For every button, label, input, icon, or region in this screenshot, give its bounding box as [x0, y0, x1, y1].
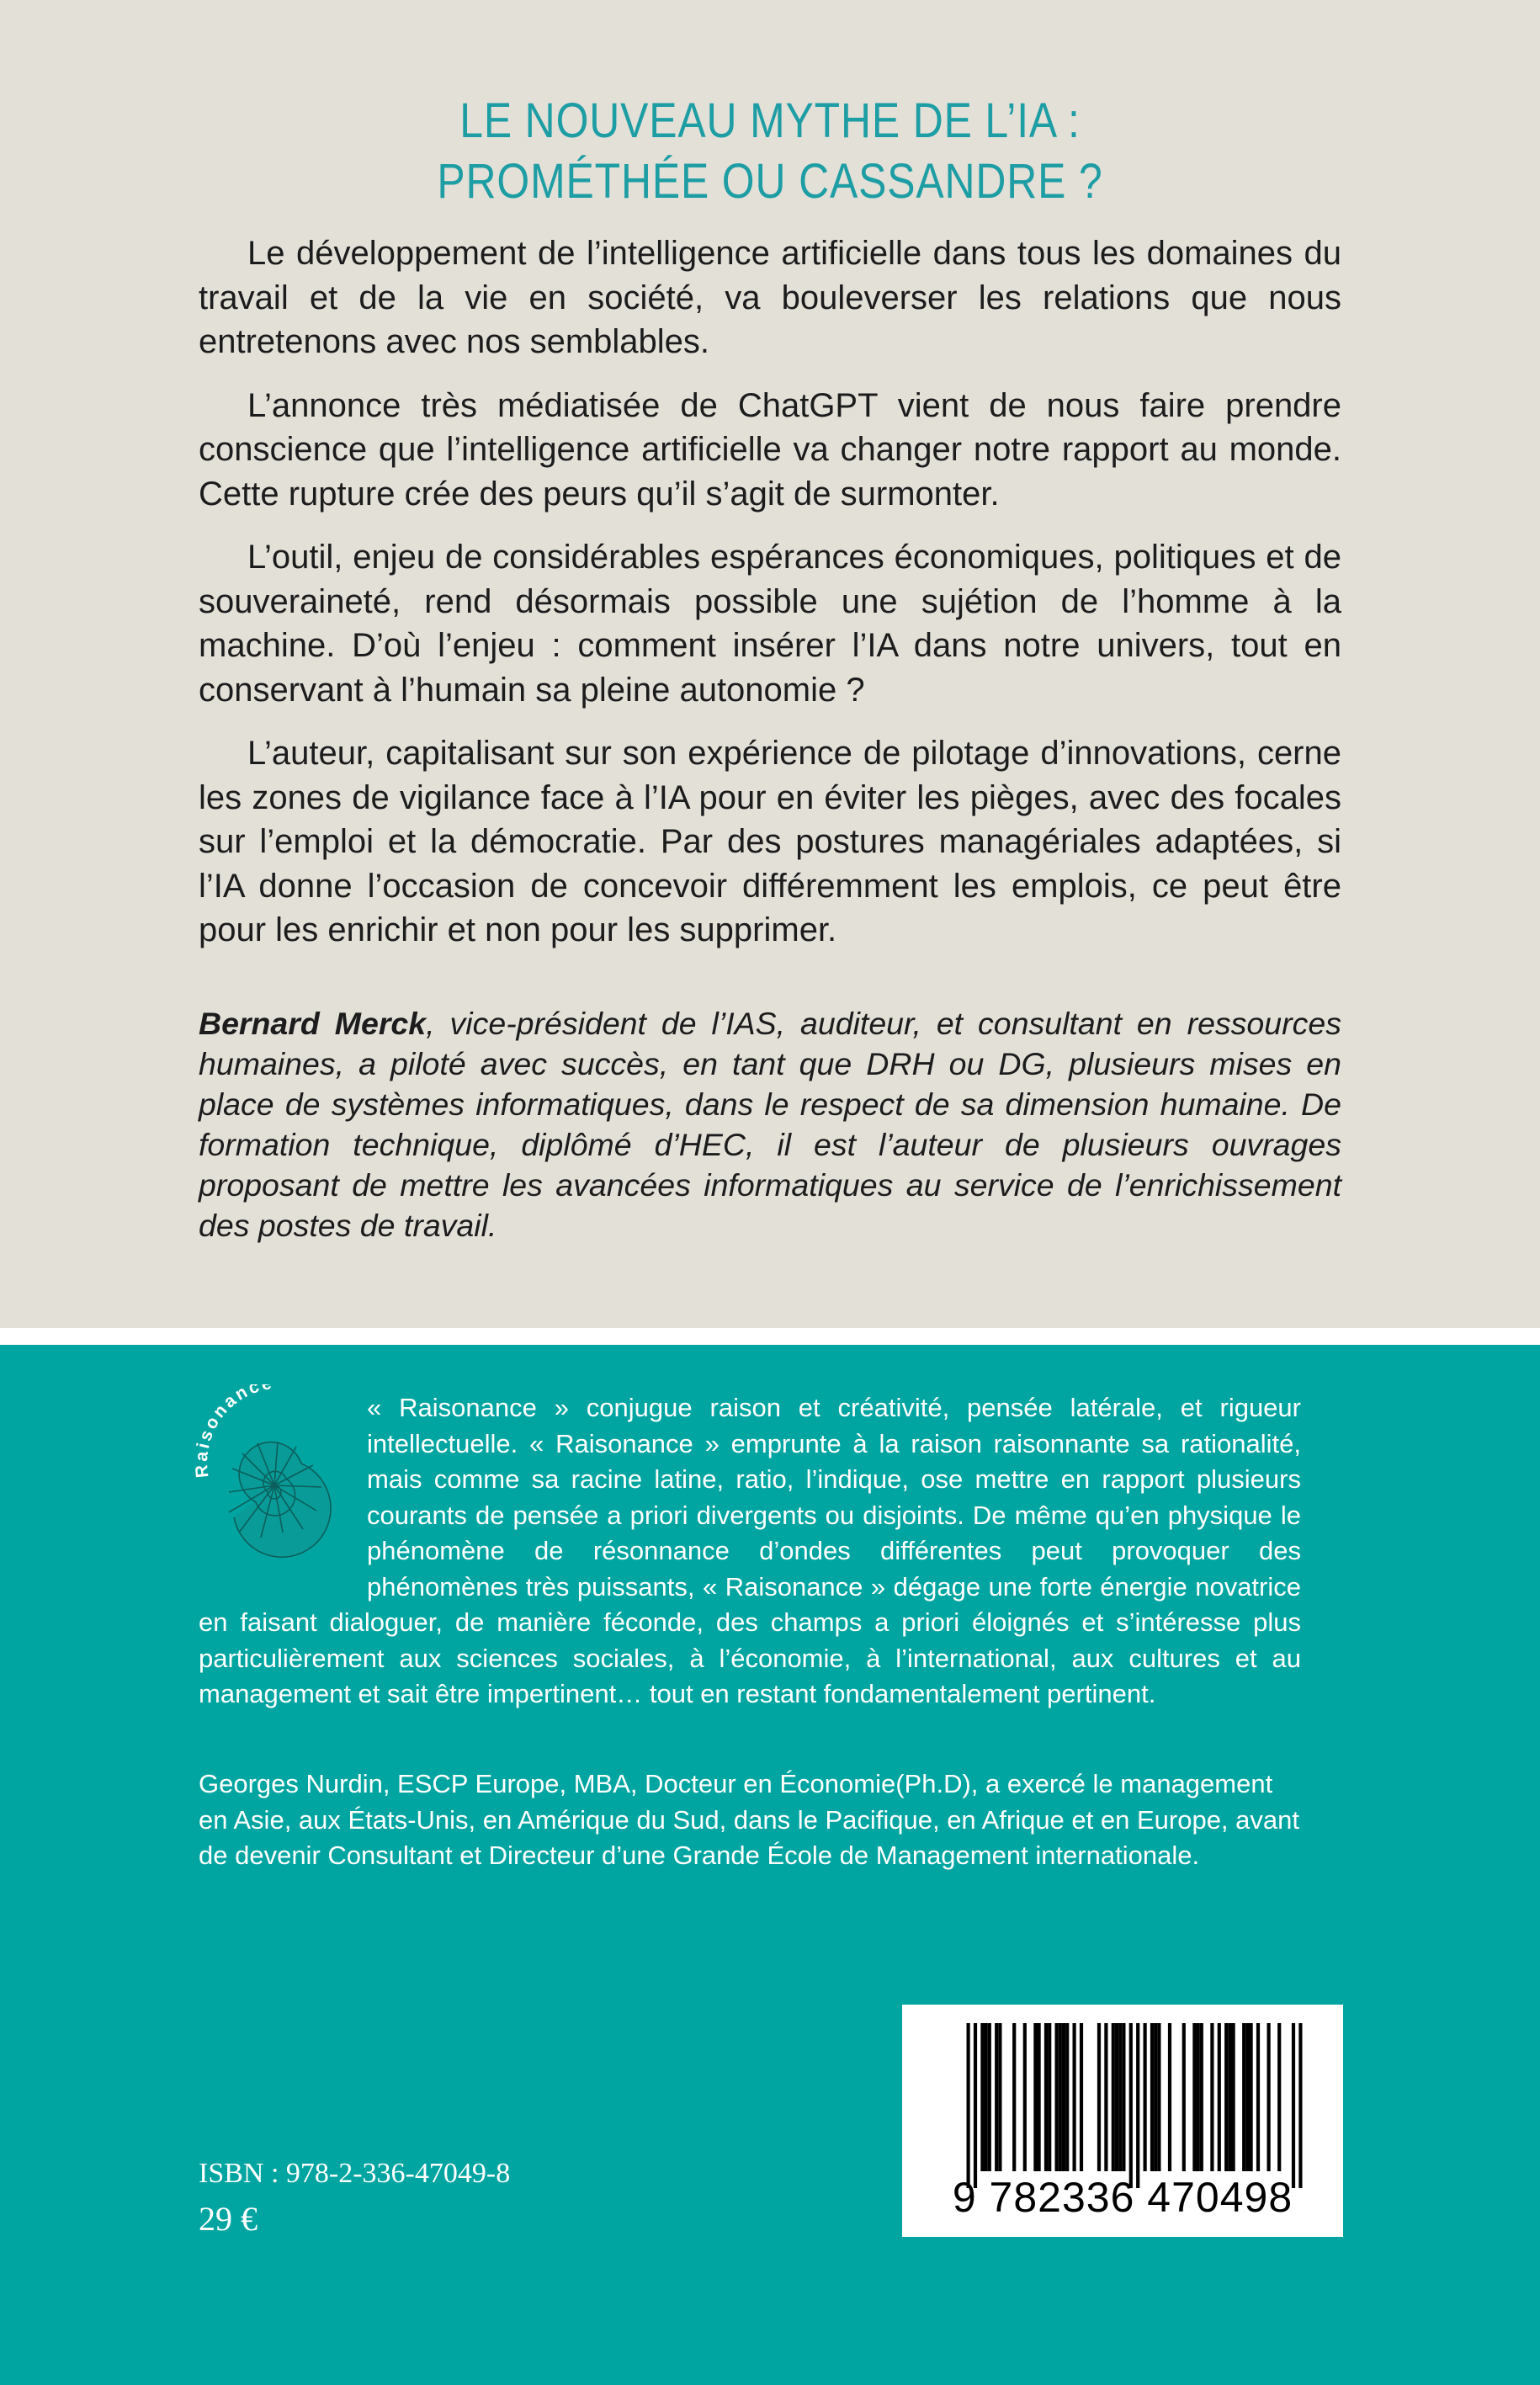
author-description: , vice-président de l’IAS, auditeur, et consultant en ressources humaines, a piloté avec succès, en tant que DRH ou DG, plusieurs mises en place de systèmes informatiques, dans le respect de sa dimension humaine. De formation technique, diplômé d’HEC, il est l’auteur de plusieurs ouvrages proposant de mettre les avancées informatiques au service de l’enrichissement des postes de travail. — [199, 1006, 1341, 1243]
price: 29 € — [199, 2200, 258, 2238]
barcode-bar — [1182, 2023, 1186, 2171]
barcode-bar — [1073, 2023, 1076, 2171]
barcode-bar — [1033, 2023, 1037, 2171]
barcode-bar — [985, 2023, 988, 2171]
blurb-paragraph: Le développement de l’intelligence artificielle dans tous les domaines du travail et de la vie en société, va bouleverser les relations que nous entretenons avec nos semblables. — [199, 235, 1341, 360]
barcode-bar — [1250, 2023, 1253, 2171]
barcode-digits: 9 782336 470498 — [952, 2174, 1293, 2221]
panel-divider — [0, 1328, 1540, 1345]
barcode-bar — [1154, 2023, 1157, 2171]
barcode-bar — [1256, 2023, 1260, 2171]
barcode-bar — [995, 2023, 998, 2171]
series-description-text: « Raisonance » conjugue raison et créativité, pensée latérale, et rigueur intellectuelle. « Raisonance » emprunte à la raison raisonnante sa rationalité, mais comme sa racine latine, ratio, l’indique, ose mettre en rapport plusieurs courants de pensée a priori divergents ou disjoints. De même qu’en physique le phénomène de résonnance d’ondes différentes peut provoquer des phénomènes très puissants, « Raisonance » dégage une forte énergie novatrice en faisant dialoguer, de manière féconde, des champs a priori éloignés et s’intéresse plus particulièrement aux sciences sociales, à l’économie, à l’international, aux cultures et au management et sait être impertinent… tout en restant fondamentalement pertinent. — [199, 1393, 1301, 1708]
title-line-1: LE NOUVEAU MYTHE DE L’IA : — [459, 93, 1081, 148]
barcode-bar — [1218, 2023, 1221, 2171]
barcode-bar — [1277, 2023, 1281, 2171]
barcode-bar — [980, 2023, 984, 2171]
barcode-bar — [1118, 2023, 1122, 2171]
barcode-bar — [1055, 2023, 1059, 2171]
barcode-bar — [1112, 2023, 1115, 2171]
barcode-bar — [1210, 2023, 1213, 2171]
blurb-paragraph: L’auteur, capitalisant sur son expérience de pilotage d’innovations, cerne les zones de vigilance face à l’IA pour en éviter les pièges, avec des focales sur l’emploi et la démocratie. Par des postures managériales adaptées, si l’IA donne l’occasion de concevoir différemment les emplois, ce peut être pour les enrichir et non pour les supprimer. — [199, 735, 1341, 948]
barcode-bar — [1129, 2023, 1133, 2188]
barcode-bar — [1232, 2023, 1235, 2171]
series-description — [199, 1390, 1301, 1713]
logo-text: Raisonanc — [191, 1384, 264, 1479]
blurb-paragraph: L’outil, enjeu de considérables espérances économiques, politiques et de souveraineté, rend désormais possible une sujétion de l’homme à la machine. D’où l’enjeu : comment insérer l’IA dans notre univers, tout en conservant à l’humain sa pleine autonomie ? — [199, 539, 1341, 709]
barcode-bar — [1048, 2023, 1051, 2171]
blurb-paragraph: L’annonce très médiatisée de ChatGPT vient de nous faire prendre conscience que l’intelligence artificielle va changer notre rapport au monde. Cette rupture crée des peurs qu’il s’agit de surmonter. — [199, 386, 1341, 513]
barcode-bar — [1080, 2023, 1083, 2171]
barcode-bar — [1192, 2023, 1196, 2171]
barcode-bar — [1224, 2023, 1228, 2171]
barcode-bar — [974, 2023, 977, 2188]
barcode-bar — [1044, 2023, 1048, 2171]
barcode-bar — [1157, 2023, 1160, 2171]
barcode-bar — [1228, 2023, 1231, 2171]
barcode-bar — [1122, 2023, 1125, 2171]
barcode-bar — [1136, 2023, 1139, 2188]
barcode-bar — [988, 2023, 991, 2171]
author-bio — [199, 1003, 1341, 1246]
barcode — [902, 2005, 1343, 2237]
isbn: ISBN : 978-2-336-47049-8 — [199, 2158, 511, 2189]
barcode-bar — [1012, 2023, 1016, 2171]
barcode-bar — [1023, 2023, 1027, 2171]
barcode-bar — [1267, 2023, 1271, 2171]
barcode-bar — [1200, 2023, 1203, 2171]
barcode-bar — [967, 2023, 970, 2188]
barcode-bar — [1038, 2023, 1041, 2171]
title-line-2: PROMÉTHÉE OU CASSANDRE ? — [437, 154, 1103, 209]
barcode-bar — [1115, 2023, 1118, 2171]
barcode-bar — [1150, 2023, 1154, 2171]
barcode-bar — [1059, 2023, 1062, 2171]
barcode-bar — [1298, 2023, 1302, 2188]
barcode-bar — [1062, 2023, 1065, 2171]
blurb — [199, 231, 1341, 972]
barcode-bar — [1104, 2023, 1107, 2171]
barcode-bar — [1242, 2023, 1245, 2171]
barcode-bar — [1065, 2023, 1069, 2171]
barcode-bar — [1197, 2023, 1200, 2171]
barcode-bar — [1292, 2023, 1295, 2188]
series-director-bio: Georges Nurdin, ESCP Europe, MBA, Docteur en Économie(Ph.D), a exercé le management en Asie, aux États-Unis, en Amérique du Sud, dans le Pacifique, en Afrique et en Europe, avant de devenir Consultant et Directeur d’une Grande École de Management internationale. — [199, 1769, 1299, 1870]
barcode-bar — [1097, 2023, 1101, 2171]
barcode-bar — [1144, 2023, 1147, 2171]
barcode-bar — [1168, 2023, 1171, 2171]
barcode-bar — [998, 2023, 1001, 2171]
logo-spacer — [199, 1390, 367, 1605]
book-title — [108, 91, 1432, 212]
author-name: Bernard Merck — [199, 1006, 427, 1041]
barcode-bar — [1245, 2023, 1249, 2171]
